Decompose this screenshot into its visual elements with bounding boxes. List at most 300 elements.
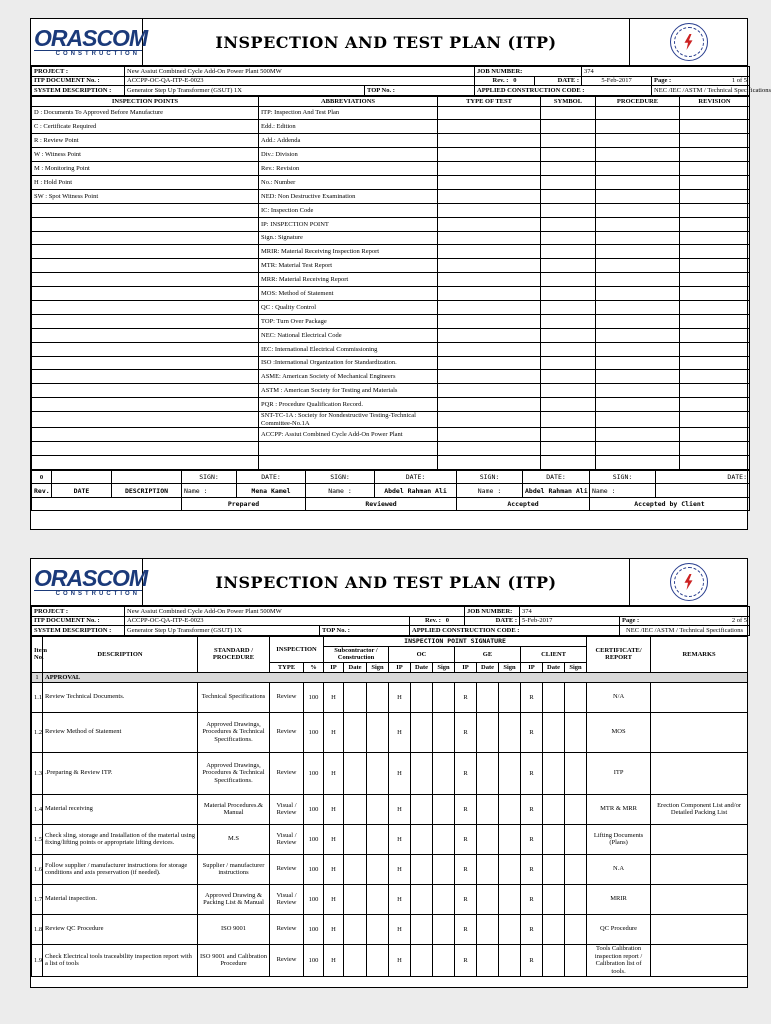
- abbreviation-cell: SNT-TC-1A : Society for Nondestructive Testing-Technical Committee-No.1A: [259, 412, 438, 428]
- legend-row: [32, 384, 750, 398]
- remarks-header: REMARKS: [651, 636, 748, 672]
- client-seal: [630, 559, 747, 605]
- abbreviation-cell: Div.: Division: [259, 148, 438, 162]
- subcontractor-sign: [367, 794, 389, 824]
- remarks: [651, 944, 748, 976]
- oc-date: [411, 712, 433, 752]
- subcontractor-ip: H: [324, 944, 344, 976]
- ge-sign: [499, 914, 521, 944]
- item-description: Check sling, storage and Installation of the material using fixing/lifting points or appropriate lifting devices.: [43, 824, 198, 854]
- legend-row: [32, 356, 750, 370]
- empty-cell: [541, 398, 596, 412]
- empty-cell: [680, 384, 750, 398]
- inspection-point-cell: [32, 245, 259, 259]
- inspection-point-cell: [32, 384, 259, 398]
- date-label: DATE:: [523, 470, 590, 484]
- sign-header: Sign: [367, 662, 389, 672]
- inspection-type: Visual / Review: [270, 794, 304, 824]
- inspection-point-table: [31, 636, 748, 977]
- empty-cell: [596, 300, 680, 314]
- legend-row: [32, 428, 750, 442]
- empty-cell: [680, 441, 750, 455]
- job-number-value: 374: [520, 607, 750, 617]
- empty-cell: [596, 259, 680, 273]
- client-ip: R: [521, 854, 543, 884]
- empty-cell: [541, 120, 596, 134]
- date-label: DATE:: [656, 470, 750, 484]
- empty-cell: [680, 148, 750, 162]
- empty-cell: [680, 314, 750, 328]
- inspection-percent: 100: [304, 712, 324, 752]
- empty-cell: [541, 134, 596, 148]
- rev-value: 0: [445, 617, 450, 625]
- item-number: 1.9: [32, 944, 43, 976]
- subcontractor-date: [344, 884, 367, 914]
- empty-cell: [438, 300, 541, 314]
- subcontractor-ip: H: [324, 914, 344, 944]
- table-row: [32, 682, 748, 712]
- legend-row: [32, 189, 750, 203]
- remarks: [651, 824, 748, 854]
- legend-row: [32, 245, 750, 259]
- certificate-report: MOS: [587, 712, 651, 752]
- inspection-type: Review: [270, 854, 304, 884]
- empty-cell: [541, 175, 596, 189]
- page-header: [31, 559, 747, 606]
- oc-date: [411, 884, 433, 914]
- empty-cell: [541, 314, 596, 328]
- abbreviation-cell: Edd.: Edition: [259, 120, 438, 134]
- page-title: INSPECTION AND TEST PLAN (ITP): [143, 559, 630, 605]
- subcontractor-ip: H: [324, 682, 344, 712]
- ip-header: IP: [389, 662, 411, 672]
- table-row: [32, 914, 748, 944]
- empty-cell: [680, 287, 750, 301]
- subcontractor-date: [344, 794, 367, 824]
- empty-cell: [596, 106, 680, 120]
- ge-ip: R: [455, 824, 477, 854]
- empty-cell: [438, 175, 541, 189]
- inspection-point-cell: [32, 300, 259, 314]
- inspection-point-cell: [32, 314, 259, 328]
- standard-procedure: Technical Specifications: [198, 682, 270, 712]
- item-number: 1.4: [32, 794, 43, 824]
- page-header: [31, 19, 747, 66]
- ge-date: [477, 712, 499, 752]
- client-sign: [565, 794, 587, 824]
- empty-cell: [596, 245, 680, 259]
- ge-date: [477, 752, 499, 794]
- empty-cell: [541, 162, 596, 176]
- itp-page-2: [30, 558, 748, 988]
- subcontractor-date: [344, 944, 367, 976]
- inspection-point-cell: [32, 342, 259, 356]
- remarks: Erection Component List and/or Detailed Packing List: [651, 794, 748, 824]
- abbreviation-cell: Add.: Addenda: [259, 134, 438, 148]
- inspection-point-cell: [32, 441, 259, 455]
- client-ip: R: [521, 682, 543, 712]
- type-header: TYPE: [270, 662, 304, 672]
- item-description: Material receiving: [43, 794, 198, 824]
- empty-cell: [680, 428, 750, 442]
- abbreviation-cell: No.: Number: [259, 175, 438, 189]
- empty-cell: [438, 189, 541, 203]
- date-label: DATE :: [535, 76, 582, 86]
- client-sign: [565, 854, 587, 884]
- abbreviation-cell: ISO :International Organization for Standardization.: [259, 356, 438, 370]
- project-info-table: [31, 66, 771, 96]
- empty-cell: [596, 148, 680, 162]
- signature-table: [31, 470, 750, 512]
- job-number-label: JOB NUMBER:: [475, 67, 582, 77]
- orascom-logo: [31, 559, 148, 605]
- empty-cell: [596, 356, 680, 370]
- oc-date: [411, 794, 433, 824]
- subcontractor-date: [344, 914, 367, 944]
- empty-cell: [596, 441, 680, 455]
- oc-ip: H: [389, 884, 411, 914]
- system-description-label: SYSTEM DESCRIPTION :: [32, 626, 125, 636]
- item-description: .Preparing & Review ITP.: [43, 752, 198, 794]
- empty-cell: [596, 120, 680, 134]
- item-number: 1.6: [32, 854, 43, 884]
- certificate-report: ITP: [587, 752, 651, 794]
- inspection-point-cell: M : Monitoring Point: [32, 162, 259, 176]
- empty-cell: [438, 314, 541, 328]
- item-description: Review Technical Documents.: [43, 682, 198, 712]
- ge-date: [477, 854, 499, 884]
- legend-row: [32, 231, 750, 245]
- ge-ip: R: [455, 854, 477, 884]
- inspection-type: Review: [270, 914, 304, 944]
- legend-header-revision: REVISION: [680, 96, 750, 106]
- empty-cell: [541, 217, 596, 231]
- abbreviation-cell: ASME: American Society of Mechanical Engineers: [259, 370, 438, 384]
- inspection-percent: 100: [304, 914, 324, 944]
- project-label: PROJECT :: [32, 67, 125, 77]
- remarks: [651, 712, 748, 752]
- sign-header: Sign: [433, 662, 455, 672]
- legend-header-abbreviations: ABBREVIATIONS: [259, 96, 438, 106]
- empty-cell: [541, 259, 596, 273]
- empty-cell: [541, 342, 596, 356]
- page-number-value: 2 of 5: [731, 617, 748, 625]
- client-seal: [630, 19, 747, 65]
- top-number-label: TOP No. :: [320, 626, 410, 636]
- empty-cell: [438, 428, 541, 442]
- itp-document-label: ITP DOCUMENT No. :: [32, 616, 125, 626]
- empty-cell: [596, 287, 680, 301]
- empty-cell: [680, 356, 750, 370]
- subcontractor-date: [344, 752, 367, 794]
- accepted-by-name: Abdel Rahman Ali: [523, 484, 590, 498]
- oc-sign: [433, 854, 455, 884]
- client-date: [543, 794, 565, 824]
- certificate-report: QC Procedure: [587, 914, 651, 944]
- empty-cell: [438, 398, 541, 412]
- abbreviation-cell: [259, 441, 438, 455]
- empty-cell: [680, 245, 750, 259]
- project-label: PROJECT :: [32, 607, 125, 617]
- certificate-report: MRIR: [587, 884, 651, 914]
- remarks: [651, 752, 748, 794]
- applied-code-label: APPLIED CONSTRUCTION CODE :: [410, 626, 620, 636]
- subcontractor-sign: [367, 824, 389, 854]
- legend-table: [31, 96, 750, 470]
- ge-ip: R: [455, 884, 477, 914]
- inspection-percent: 100: [304, 944, 324, 976]
- client-date: [543, 824, 565, 854]
- empty-cell: [438, 162, 541, 176]
- date-header: Date: [344, 662, 367, 672]
- oc-date: [411, 944, 433, 976]
- percent-header: %: [304, 662, 324, 672]
- subcontractor-ip: H: [324, 854, 344, 884]
- date-value: 5-Feb-2017: [520, 616, 620, 626]
- applied-code-value: NEC /IEC /ASTM / Technical Specifications: [620, 626, 750, 636]
- logo-text: ORASCOM: [34, 565, 148, 591]
- date-label: DATE:: [237, 470, 306, 484]
- legend-row: [32, 162, 750, 176]
- empty-cell: [438, 231, 541, 245]
- legend-row: [32, 106, 750, 120]
- inspection-point-cell: [32, 287, 259, 301]
- abbreviation-cell: ACCPP: Assiut Combined Cycle Add-On Power Plant: [259, 428, 438, 442]
- client-sign: [565, 914, 587, 944]
- empty-cell: [596, 412, 680, 428]
- legend-row: [32, 370, 750, 384]
- table-row: [32, 944, 748, 976]
- inspection-percent: 100: [304, 794, 324, 824]
- date-header: Date: [543, 662, 565, 672]
- abbreviation-cell: Rev.: Revision: [259, 162, 438, 176]
- inspection-point-cell: W : Witness Point: [32, 148, 259, 162]
- empty-cell: [541, 300, 596, 314]
- rev-label: Rev. : 0: [475, 76, 535, 86]
- certificate-report: Tools Calibration inspection report / Calibration list of tools.: [587, 944, 651, 976]
- empty-cell: [438, 328, 541, 342]
- description-header: DESCRIPTION: [43, 636, 198, 672]
- inspection-point-cell: [32, 259, 259, 273]
- empty-cell: [438, 273, 541, 287]
- item-number: 1.1: [32, 682, 43, 712]
- ge-ip: R: [455, 682, 477, 712]
- ge-ip: R: [455, 712, 477, 752]
- inspection-point-cell: [32, 398, 259, 412]
- ge-sign: [499, 944, 521, 976]
- oc-date: [411, 752, 433, 794]
- table-row: [32, 752, 748, 794]
- empty-cell: [438, 148, 541, 162]
- date-header: Date: [477, 662, 499, 672]
- client-date: [543, 854, 565, 884]
- empty-cell: [680, 175, 750, 189]
- table-row: [32, 884, 748, 914]
- subcontractor-ip: H: [324, 712, 344, 752]
- inspection-point-cell: [32, 328, 259, 342]
- legend-row: [32, 134, 750, 148]
- system-description-value: Generator Step Up Transformer (GSUT) 1X: [125, 86, 365, 96]
- inspection-type: Visual / Review: [270, 884, 304, 914]
- reviewed-by-name: Abdel Rahman Ali: [375, 484, 457, 498]
- inspection-point-cell: [32, 412, 259, 428]
- item-description: Material inspection.: [43, 884, 198, 914]
- ge-sign: [499, 824, 521, 854]
- oc-date: [411, 824, 433, 854]
- date-header: Date: [411, 662, 433, 672]
- top-number-label: TOP No. :: [365, 86, 475, 96]
- subcontractor-sign: [367, 914, 389, 944]
- empty-cell: [680, 259, 750, 273]
- oc-sign: [433, 824, 455, 854]
- ge-sign: [499, 712, 521, 752]
- empty-cell: [541, 148, 596, 162]
- client-sign: [565, 752, 587, 794]
- subcontractor-sign: [367, 884, 389, 914]
- name-label: Name :: [182, 484, 237, 498]
- empty-cell: [680, 120, 750, 134]
- empty-cell: [596, 342, 680, 356]
- standard-procedure-header: STANDARD / PROCEDURE: [198, 636, 270, 672]
- item-number: 1.5: [32, 824, 43, 854]
- oc-header: OC: [389, 646, 455, 662]
- item-number: 1.7: [32, 884, 43, 914]
- abbreviation-cell: Sign.: Signature: [259, 231, 438, 245]
- empty-cell: [680, 273, 750, 287]
- itp-document-value: ACCPP-OC-QA-ITP-E-0023: [125, 616, 410, 626]
- ge-sign: [499, 854, 521, 884]
- ip-header: IP: [521, 662, 543, 672]
- orascom-logo: [31, 19, 148, 65]
- inspection-point-cell: C : Certificate Required: [32, 120, 259, 134]
- empty-cell: [680, 231, 750, 245]
- subcontractor-sign: [367, 944, 389, 976]
- subcontractor-sign: [367, 682, 389, 712]
- inspection-point-cell: [32, 370, 259, 384]
- empty-cell: [541, 356, 596, 370]
- inspection-point-cell: [32, 231, 259, 245]
- item-number: 1.3: [32, 752, 43, 794]
- empty-cell: [438, 120, 541, 134]
- empty-cell: [596, 314, 680, 328]
- empty-cell: [438, 441, 541, 455]
- empty-cell: [541, 384, 596, 398]
- empty-cell: [541, 428, 596, 442]
- client-date: [543, 914, 565, 944]
- empty-cell: [596, 328, 680, 342]
- page-title: INSPECTION AND TEST PLAN (ITP): [143, 19, 630, 65]
- abbreviation-cell: ASTM : American Society for Testing and Materials: [259, 384, 438, 398]
- ge-sign: [499, 794, 521, 824]
- name-label: Name :: [457, 484, 523, 498]
- legend-row: [32, 120, 750, 134]
- inspection-percent: 100: [304, 884, 324, 914]
- legend-header-symbol: SYMBOL: [541, 96, 596, 106]
- empty-cell: [541, 370, 596, 384]
- client-sign: [565, 824, 587, 854]
- empty-cell: [541, 455, 596, 469]
- empty-cell: [596, 175, 680, 189]
- job-number-label: JOB NUMBER:: [465, 607, 520, 617]
- ip-header: IP: [455, 662, 477, 672]
- inspection-point-cell: [32, 455, 259, 469]
- empty-cell: [596, 162, 680, 176]
- standard-procedure: Material Procedures.& Manual: [198, 794, 270, 824]
- certificate-report: N.A: [587, 854, 651, 884]
- prepared-label: Prepared: [182, 497, 306, 511]
- lightning-bolt-icon: [684, 34, 694, 50]
- legend-row: [32, 412, 750, 428]
- empty-cell: [680, 189, 750, 203]
- inspection-point-cell: [32, 356, 259, 370]
- inspection-point-cell: [32, 203, 259, 217]
- ge-sign: [499, 682, 521, 712]
- page-number-value: 1 of 5: [731, 77, 748, 85]
- legend-row: [32, 217, 750, 231]
- oc-sign: [433, 682, 455, 712]
- abbreviation-cell: [259, 455, 438, 469]
- legend-header-procedure: PROCEDURE: [596, 96, 680, 106]
- empty-cell: [438, 287, 541, 301]
- empty-cell: [680, 300, 750, 314]
- ge-header: GE: [455, 646, 521, 662]
- empty-cell: [438, 342, 541, 356]
- empty-cell: [438, 455, 541, 469]
- inspection-type: Review: [270, 944, 304, 976]
- sign-label: SIGN:: [590, 470, 656, 484]
- legend-row: [32, 175, 750, 189]
- client-sign: [565, 944, 587, 976]
- inspection-percent: 100: [304, 824, 324, 854]
- table-row: [32, 824, 748, 854]
- abbreviation-cell: TOP: Turn Over Package: [259, 314, 438, 328]
- standard-procedure: Supplier / manufacturer instructions: [198, 854, 270, 884]
- client-date: [543, 752, 565, 794]
- oc-ip: H: [389, 944, 411, 976]
- prepared-by-name: Mena Kamel: [237, 484, 306, 498]
- client-ip: R: [521, 914, 543, 944]
- abbreviation-cell: IC: Inspection Code: [259, 203, 438, 217]
- empty-cell: [541, 273, 596, 287]
- oc-sign: [433, 884, 455, 914]
- section-title: APPROVAL: [43, 672, 748, 682]
- empty-cell: [438, 370, 541, 384]
- certificate-report: Lifting Documents (Plans): [587, 824, 651, 854]
- empty-cell: [541, 441, 596, 455]
- ge-ip: R: [455, 944, 477, 976]
- standard-procedure: M.S: [198, 824, 270, 854]
- legend-row: [32, 259, 750, 273]
- empty-cell: [680, 203, 750, 217]
- rev-column-label: Rev.: [32, 484, 52, 498]
- empty-cell: [541, 203, 596, 217]
- client-ip: R: [521, 794, 543, 824]
- logo-subtext: CONSTRUCTION: [34, 50, 142, 57]
- oc-sign: [433, 914, 455, 944]
- inspection-point-cell: SW : Spot Witness Point: [32, 189, 259, 203]
- empty-cell: [596, 273, 680, 287]
- client-header: CLIENT: [521, 646, 587, 662]
- remarks: [651, 884, 748, 914]
- oc-ip: H: [389, 712, 411, 752]
- abbreviation-cell: NED: Non Destructive Examination: [259, 189, 438, 203]
- itp-document-label: ITP DOCUMENT No. :: [32, 76, 125, 86]
- inspection-type: Visual / Review: [270, 824, 304, 854]
- oc-ip: H: [389, 752, 411, 794]
- ge-date: [477, 794, 499, 824]
- subcontractor-date: [344, 854, 367, 884]
- legend-row: [32, 398, 750, 412]
